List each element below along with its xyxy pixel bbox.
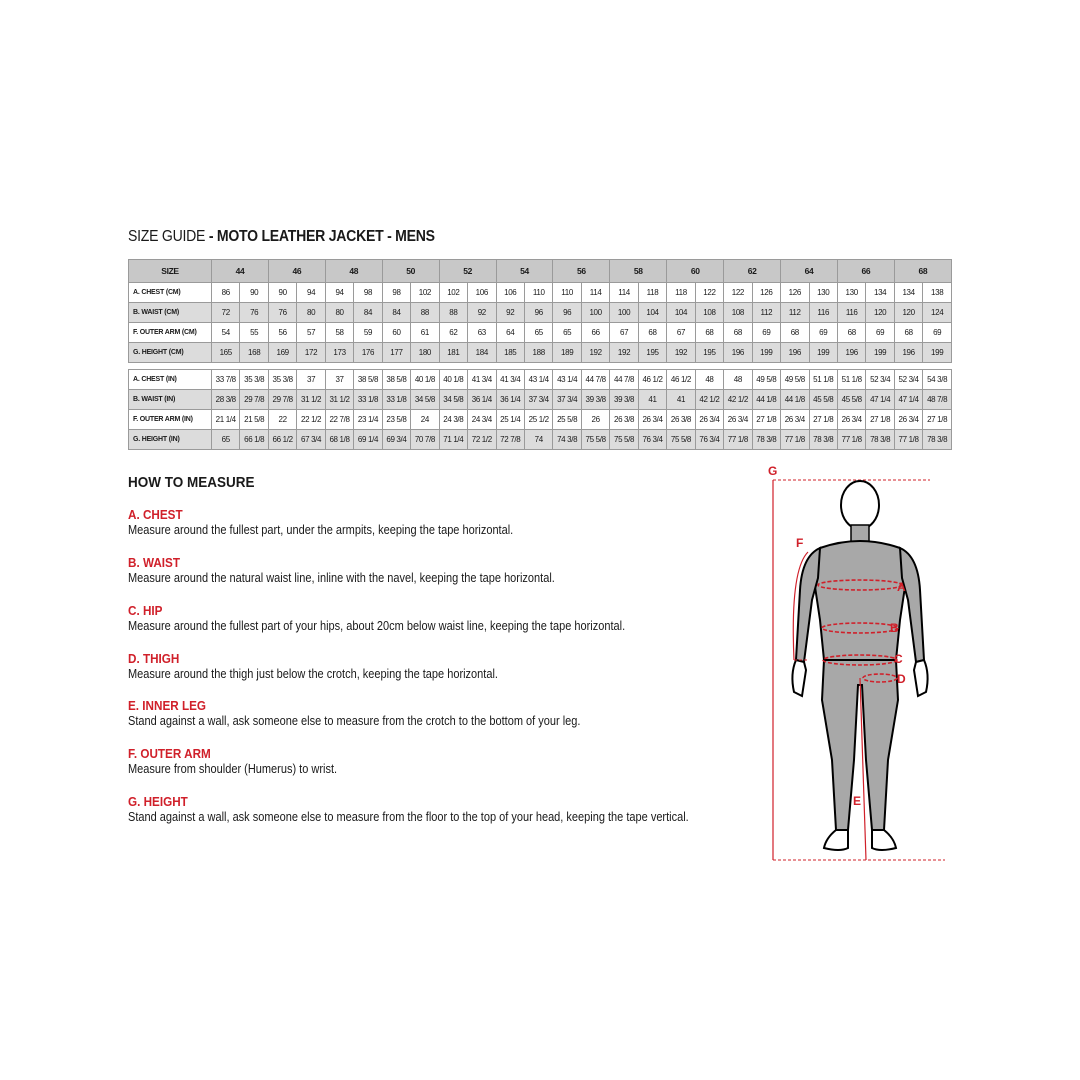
table-cell: 108 [724,303,752,323]
table-cell: 36 1/4 [468,390,496,410]
table-cell: 122 [695,283,723,303]
table-cell: 69 [923,323,952,343]
size-header-cell: 52 [439,260,496,283]
table-cell: 86 [212,283,240,303]
table-cell: 94 [297,283,325,303]
table-cell: 49 5/8 [752,370,780,390]
measure-heading: A. CHEST [128,507,183,522]
table-cell: 41 [638,390,666,410]
table-cell: 58 [325,323,353,343]
table-cell: 90 [268,283,296,303]
table-cell: 39 3/8 [610,390,638,410]
table-cell: 68 [638,323,666,343]
table-cell: 188 [524,343,552,363]
table-cell: 51 1/8 [837,370,865,390]
table-cell: 66 [581,323,609,343]
row-label: F. OUTER ARM (IN) [129,410,212,430]
table-row [129,323,952,343]
table-cell: 199 [866,343,894,363]
table-cell: 98 [354,283,382,303]
size-header-label: SIZE [129,260,212,283]
table-cell: 116 [837,303,865,323]
table-cell: 100 [581,303,609,323]
table-cell: 74 [524,430,552,450]
measure-text: Measure around the fullest part of your hips, about 20cm below waist line, keeping the tape horizontal. [128,619,626,633]
table-cell: 199 [923,343,952,363]
size-header-cell: 56 [553,260,610,283]
table-cell: 43 1/4 [553,370,581,390]
table-cell: 22 7/8 [325,410,353,430]
table-cell: 104 [638,303,666,323]
figure-right-foot [872,830,896,850]
table-cell: 51 1/8 [809,370,837,390]
table-row [129,430,952,450]
row-label: B. WAIST (CM) [129,303,212,323]
table-cell: 48 [724,370,752,390]
table-cell: 80 [325,303,353,323]
table-cell: 37 3/4 [524,390,552,410]
row-label: G. HEIGHT (CM) [129,343,212,363]
table-cell: 75 5/8 [667,430,695,450]
table-cell: 88 [411,303,439,323]
table-cell: 69 3/4 [382,430,410,450]
table-cell: 195 [695,343,723,363]
table-cell: 29 7/8 [240,390,268,410]
measure-text: Measure around the fullest part, under the armpits, keeping the tape horizontal. [128,523,514,537]
table-cell: 118 [638,283,666,303]
table-cell: 65 [212,430,240,450]
table-gap-cell [129,363,952,370]
table-cell: 84 [354,303,382,323]
figure-right-arm [900,548,924,662]
table-cell: 48 7/8 [923,390,952,410]
size-header-cell: 54 [496,260,553,283]
table-cell: 71 1/4 [439,430,467,450]
how-to-measure-title: HOW TO MEASURE [128,474,255,491]
table-cell: 27 1/8 [752,410,780,430]
table-cell: 76 3/4 [638,430,666,450]
table-cell: 31 1/2 [297,390,325,410]
table-cell: 47 1/4 [894,390,922,410]
table-cell: 181 [439,343,467,363]
table-cell: 196 [894,343,922,363]
size-header-cell: 44 [212,260,269,283]
measure-heading: F. OUTER ARM [128,746,211,761]
row-label: A. CHEST (CM) [129,283,212,303]
table-cell: 185 [496,343,524,363]
table-cell: 77 1/8 [781,430,809,450]
table-cell: 24 3/4 [468,410,496,430]
measure-height [128,794,765,824]
measure-heading: G. HEIGHT [128,794,188,809]
measure-heading: B. WAIST [128,555,181,570]
table-cell: 41 3/4 [468,370,496,390]
table-cell: 67 [667,323,695,343]
figure-label-d: D [897,672,906,686]
table-cell: 126 [781,283,809,303]
figure-torso [814,541,906,660]
table-cell: 26 3/8 [610,410,638,430]
table-cell: 24 3/8 [439,410,467,430]
table-cell: 184 [468,343,496,363]
table-cell: 70 7/8 [411,430,439,450]
table-cell: 192 [667,343,695,363]
table-cell: 106 [468,283,496,303]
table-cell: 66 1/8 [240,430,268,450]
table-cell: 74 3/8 [553,430,581,450]
table-cell: 102 [411,283,439,303]
table-cell: 192 [610,343,638,363]
table-cell: 78 3/8 [866,430,894,450]
table-cell: 69 1/4 [354,430,382,450]
table-cell: 42 1/2 [724,390,752,410]
table-cell: 48 [695,370,723,390]
table-cell: 199 [752,343,780,363]
table-cell: 180 [411,343,439,363]
table-cell: 114 [610,283,638,303]
figure-label-f: F [796,536,804,550]
row-label: F. OUTER ARM (CM) [129,323,212,343]
table-gap-row [129,363,952,370]
measure-hip [128,603,693,633]
table-cell: 63 [468,323,496,343]
table-cell: 68 [894,323,922,343]
table-cell: 76 [240,303,268,323]
table-cell: 25 1/2 [524,410,552,430]
table-cell: 64 [496,323,524,343]
table-cell: 39 3/8 [581,390,609,410]
table-cell: 23 1/4 [354,410,382,430]
title-prefix: SIZE GUIDE [128,228,206,245]
table-cell: 192 [581,343,609,363]
table-cell: 75 5/8 [610,430,638,450]
table-cell: 77 1/8 [837,430,865,450]
size-header-cell: 68 [894,260,951,283]
table-cell: 40 1/8 [439,370,467,390]
table-cell: 27 1/8 [866,410,894,430]
size-header-cell: 48 [325,260,382,283]
table-cell: 134 [866,283,894,303]
table-cell: 98 [382,283,410,303]
table-cell: 44 7/8 [581,370,609,390]
table-cell: 92 [496,303,524,323]
table-cell: 77 1/8 [724,430,752,450]
figure-label-b: B [890,621,899,635]
table-cell: 26 3/4 [781,410,809,430]
table-cell: 44 1/8 [781,390,809,410]
table-cell: 168 [240,343,268,363]
table-cell: 62 [439,323,467,343]
row-label: A. CHEST (IN) [129,370,212,390]
table-cell: 33 7/8 [212,370,240,390]
table-cell: 54 [212,323,240,343]
size-header-cell: 66 [837,260,894,283]
table-cell: 65 [553,323,581,343]
table-cell: 26 [581,410,609,430]
table-cell: 134 [894,283,922,303]
table-cell: 68 [724,323,752,343]
table-cell: 75 5/8 [581,430,609,450]
table-cell: 100 [610,303,638,323]
table-cell: 25 1/4 [496,410,524,430]
table-cell: 96 [553,303,581,323]
table-cell: 67 3/4 [297,430,325,450]
table-cell: 36 1/4 [496,390,524,410]
table-cell: 84 [382,303,410,323]
table-cell: 43 1/4 [524,370,552,390]
table-cell: 45 5/8 [837,390,865,410]
table-cell: 76 3/4 [695,430,723,450]
size-header-row [129,260,952,283]
table-cell: 72 1/2 [468,430,496,450]
measure-text: Stand against a wall, ask someone else to measure from the crotch to the bottom of your leg. [128,714,581,728]
table-cell: 66 1/2 [268,430,296,450]
table-cell: 72 [212,303,240,323]
body-measurement-figure [760,460,960,870]
table-cell: 102 [439,283,467,303]
size-header-cell: 50 [382,260,439,283]
table-cell: 24 [411,410,439,430]
table-cell: 37 [325,370,353,390]
table-cell: 26 3/4 [724,410,752,430]
size-header-cell: 64 [781,260,838,283]
table-cell: 31 1/2 [325,390,353,410]
table-cell: 34 5/8 [439,390,467,410]
table-cell: 27 1/8 [923,410,952,430]
table-cell: 120 [894,303,922,323]
table-cell: 169 [268,343,296,363]
table-cell: 104 [667,303,695,323]
table-cell: 28 3/8 [212,390,240,410]
measure-waist [128,555,613,585]
measure-inner-leg [128,698,642,728]
table-cell: 65 [524,323,552,343]
table-cell: 22 1/2 [297,410,325,430]
table-cell: 57 [297,323,325,343]
table-row [129,410,952,430]
size-header-cell: 46 [268,260,325,283]
table-cell: 78 3/8 [923,430,952,450]
table-cell: 173 [325,343,353,363]
table-cell: 21 1/4 [212,410,240,430]
table-cell: 68 1/8 [325,430,353,450]
table-cell: 26 3/4 [894,410,922,430]
table-cell: 46 1/2 [667,370,695,390]
measure-heading: C. HIP [128,603,163,618]
table-cell: 120 [866,303,894,323]
table-cell: 124 [923,303,952,323]
table-cell: 46 1/2 [638,370,666,390]
table-row [129,370,952,390]
table-cell: 196 [781,343,809,363]
table-cell: 88 [439,303,467,323]
table-row [129,343,952,363]
table-cell: 112 [752,303,780,323]
table-cell: 27 1/8 [809,410,837,430]
table-cell: 110 [524,283,552,303]
page-title [128,228,435,246]
table-cell: 40 1/8 [411,370,439,390]
table-cell: 199 [809,343,837,363]
table-cell: 49 5/8 [781,370,809,390]
table-cell: 44 1/8 [752,390,780,410]
table-cell: 25 5/8 [553,410,581,430]
table-cell: 52 3/4 [894,370,922,390]
table-cell: 29 7/8 [268,390,296,410]
table-cell: 130 [809,283,837,303]
table-cell: 106 [496,283,524,303]
table-cell: 42 1/2 [695,390,723,410]
table-cell: 41 [667,390,695,410]
row-label: B. WAIST (IN) [129,390,212,410]
table-cell: 45 5/8 [809,390,837,410]
measure-heading: D. THIGH [128,651,180,666]
table-cell: 112 [781,303,809,323]
title-product: - MOTO LEATHER JACKET - MENS [205,228,435,245]
figure-left-foot [824,830,848,850]
table-cell: 61 [411,323,439,343]
table-cell: 26 3/4 [695,410,723,430]
table-cell: 69 [809,323,837,343]
figure-label-c: C [894,652,903,666]
table-cell: 55 [240,323,268,343]
table-cell: 96 [524,303,552,323]
figure-head [841,481,879,529]
figure-label-g: G [768,464,778,478]
table-cell: 77 1/8 [894,430,922,450]
table-cell: 23 5/8 [382,410,410,430]
table-cell: 26 3/4 [638,410,666,430]
table-cell: 68 [695,323,723,343]
table-cell: 122 [724,283,752,303]
table-cell: 94 [325,283,353,303]
table-cell: 37 3/4 [553,390,581,410]
table-cell: 69 [752,323,780,343]
table-cell: 34 5/8 [411,390,439,410]
table-cell: 56 [268,323,296,343]
figure-label-e: E [853,794,862,808]
table-cell: 22 [268,410,296,430]
table-cell: 44 7/8 [610,370,638,390]
table-cell: 68 [837,323,865,343]
table-cell: 33 1/8 [382,390,410,410]
measure-chest [128,507,566,537]
table-cell: 59 [354,323,382,343]
figure-left-hand [792,660,806,696]
table-cell: 196 [837,343,865,363]
table-cell: 130 [837,283,865,303]
table-cell: 165 [212,343,240,363]
table-cell: 26 3/4 [837,410,865,430]
table-cell: 35 3/8 [268,370,296,390]
table-cell: 114 [581,283,609,303]
measure-thigh [128,651,548,681]
table-cell: 90 [240,283,268,303]
table-cell: 189 [553,343,581,363]
measure-heading: E. INNER LEG [128,698,207,713]
table-cell: 69 [866,323,894,343]
table-cell: 41 3/4 [496,370,524,390]
table-cell: 38 5/8 [382,370,410,390]
table-cell: 68 [781,323,809,343]
table-cell: 52 3/4 [866,370,894,390]
size-header-cell: 60 [667,260,724,283]
table-row [129,303,952,323]
table-cell: 176 [354,343,382,363]
table-cell: 78 3/8 [809,430,837,450]
table-row [129,390,952,410]
measure-text: Measure around the natural waist line, inline with the navel, keeping the tape horizontal. [128,571,555,585]
table-cell: 177 [382,343,410,363]
table-cell: 21 5/8 [240,410,268,430]
table-cell: 138 [923,283,952,303]
table-row [129,283,952,303]
table-cell: 54 3/8 [923,370,952,390]
table-cell: 172 [297,343,325,363]
table-cell: 195 [638,343,666,363]
table-cell: 108 [695,303,723,323]
size-header-cell: 62 [724,260,781,283]
table-cell: 78 3/8 [752,430,780,450]
measure-text: Measure from shoulder (Humerus) to wrist. [128,762,338,776]
size-header-cell: 58 [610,260,667,283]
table-cell: 118 [667,283,695,303]
table-cell: 116 [809,303,837,323]
figure-right-hand [914,660,928,696]
measure-text: Measure around the thigh just below the crotch, keeping the tape horizontal. [128,667,498,681]
table-cell: 67 [610,323,638,343]
figure-label-a: A [897,580,906,594]
table-cell: 196 [724,343,752,363]
table-cell: 80 [297,303,325,323]
table-cell: 33 1/8 [354,390,382,410]
table-cell: 47 1/4 [866,390,894,410]
figure-left-arm [796,548,820,662]
row-label: G. HEIGHT (IN) [129,430,212,450]
table-cell: 92 [468,303,496,323]
table-cell: 35 3/8 [240,370,268,390]
measure-text: Stand against a wall, ask someone else to measure from the floor to the top of your head, keeping the tape vertical. [128,810,689,824]
table-cell: 38 5/8 [354,370,382,390]
size-table [128,259,952,450]
table-cell: 126 [752,283,780,303]
table-cell: 76 [268,303,296,323]
table-cell: 72 7/8 [496,430,524,450]
table-cell: 37 [297,370,325,390]
measure-outer-arm [128,746,366,776]
table-cell: 60 [382,323,410,343]
table-cell: 26 3/8 [667,410,695,430]
table-cell: 110 [553,283,581,303]
